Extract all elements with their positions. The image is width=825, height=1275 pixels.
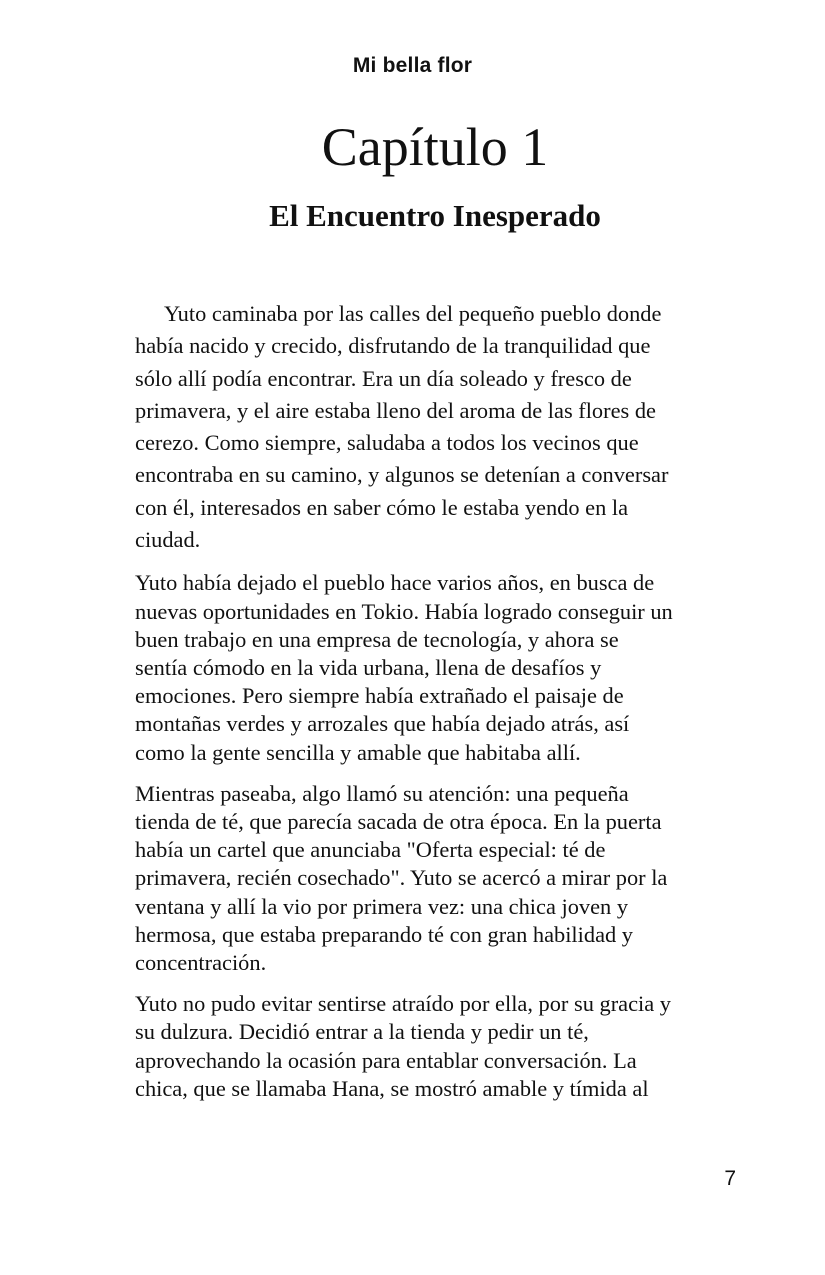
paragraph-line: aprovechando la ocasión para entablar conversación. La xyxy=(135,1047,637,1073)
paragraph-4 xyxy=(135,990,740,1103)
paragraph-line: había nacido y crecido, disfrutando de la tranquilidad que xyxy=(135,333,651,359)
paragraph-line: como la gente sencilla y amable que habitaba allí. xyxy=(135,739,581,765)
paragraph-line: primavera, y el aire estaba lleno del aroma de las flores de xyxy=(135,397,656,423)
paragraph-line: Yuto había dejado el pueblo hace varios años, en busca de xyxy=(135,570,655,596)
paragraph-line: ciudad. xyxy=(135,527,201,553)
paragraph-2 xyxy=(135,569,740,766)
paragraph-line: hermosa, que estaba preparando té con gran habilidad y xyxy=(135,921,633,947)
paragraph-line: concentración. xyxy=(135,950,267,976)
paragraph-line: montañas verdes y arrozales que había dejado atrás, así xyxy=(135,711,630,737)
chapter-subtitle: El Encuentro Inesperado xyxy=(269,198,601,233)
paragraph-line: cerezo. Como siempre, saludaba a todos los vecinos que xyxy=(135,430,639,456)
paragraph-line: Mientras paseaba, algo llamó su atención: una pequeña xyxy=(135,780,629,806)
paragraph-3 xyxy=(135,780,740,977)
paragraph-line: chica, que se llamaba Hana, se mostró amable y tímida al xyxy=(135,1075,649,1101)
paragraph-line: tienda de té, que parecía sacada de otra época. En la puerta xyxy=(135,809,662,834)
paragraph-line: ventana y allí la vio por primera vez: una chica joven y xyxy=(135,893,629,919)
paragraph-line: su dulzura. Decidió entrar a la tienda y pedir un té, xyxy=(135,1019,589,1045)
paragraph-line: nuevas oportunidades en Tokio. Había logrado conseguir un xyxy=(135,598,673,624)
running-header-book-title: Mi bella flor xyxy=(352,54,473,77)
page-number: 7 xyxy=(724,1167,736,1190)
paragraph-line: había un cartel que anunciaba "Oferta especial: té de xyxy=(135,837,606,863)
paragraph-line: sólo allí podía encontrar. Era un día soleado y fresco de xyxy=(135,365,632,391)
chapter-body xyxy=(135,298,740,1103)
paragraph-line: primavera, recién cosechado". Yuto se acercó a mirar por la xyxy=(135,865,668,891)
paragraph-line: Yuto no pudo evitar sentirse atraído por ella, por su gracia y xyxy=(135,991,671,1017)
paragraph-line: con él, interesados en saber cómo le estaba yendo en la xyxy=(135,494,629,520)
paragraph-line: Yuto caminaba por las calles del pequeño pueblo donde xyxy=(164,301,662,326)
paragraph-line: buen trabajo en una empresa de tecnología, y ahora se xyxy=(135,626,619,652)
paragraph-line: encontraba en su camino, y algunos se detenían a conversar xyxy=(135,462,669,488)
paragraph-line: emociones. Pero siempre había extrañado el paisaje de xyxy=(135,683,624,709)
chapter-title: Capítulo 1 xyxy=(321,117,549,177)
paragraph-line: sentía cómodo en la vida urbana, llena de desafíos y xyxy=(135,654,602,680)
paragraph-1 xyxy=(135,298,740,556)
